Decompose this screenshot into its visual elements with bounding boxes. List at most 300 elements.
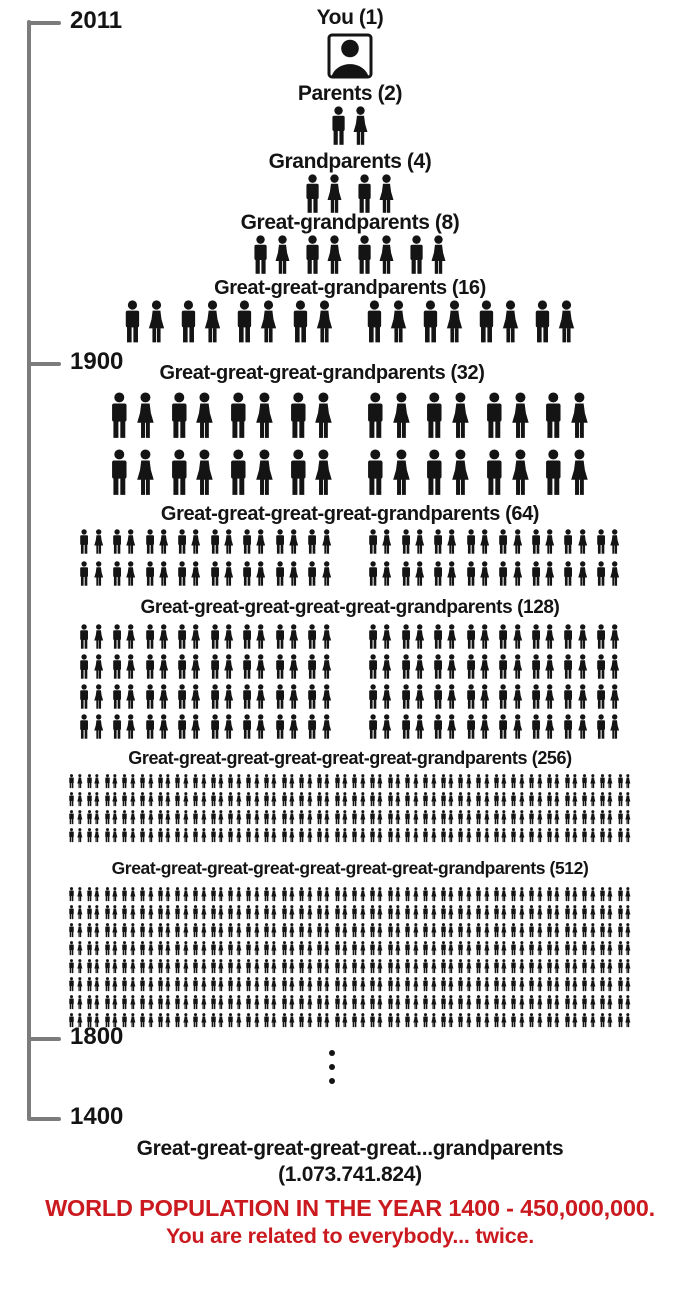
couple-pair [174,995,189,1011]
person-icon-male [68,792,75,808]
person-icon-female [553,995,561,1011]
person-icon-female [124,624,137,652]
person-icon-female [76,941,84,957]
person-icon-female [571,995,579,1011]
person-icon-male [281,887,288,903]
person-icon-female [182,828,190,844]
couple-pair [245,1013,260,1029]
person-icon-male [192,1013,199,1029]
person-icon-female [394,977,402,993]
couple-pair [510,887,525,903]
couple-pair [192,995,207,1011]
person-icon-female [217,905,225,921]
person-icon-male [174,905,181,921]
person-icon-male [542,392,565,444]
person-icon-male [86,959,93,975]
person-icon-male [192,810,199,826]
couple-pair [387,977,402,993]
person-icon-female [447,1013,455,1029]
couple-pair [422,887,437,903]
person-icon-male [422,941,429,957]
person-icon-male [121,828,128,844]
person-icon-female [576,654,589,682]
person-icon-female [341,810,349,826]
person-icon-male [440,977,447,993]
person-icon-female [553,941,561,957]
person-icon-male [475,941,482,957]
person-icon-female [76,977,84,993]
person-icon-male [510,941,517,957]
person-icon-female [606,1013,614,1029]
person-icon-male [241,529,253,557]
couple-pair [387,887,402,903]
person-icon-female [553,1013,561,1029]
person-icon-female [93,977,101,993]
person-icon-male [432,714,444,742]
couple-pair [351,792,366,808]
person-icon-female [164,905,172,921]
couple-pair [546,995,561,1011]
couple-pair [528,1013,543,1029]
person-icon-male [510,828,517,844]
person-icon-male [174,977,181,993]
person-icon-male [245,995,252,1011]
person-icon-male [168,392,191,444]
couple-pair [546,923,561,939]
person-icon-female [359,828,367,844]
person-icon-female [430,774,438,790]
person-icon-female [111,941,119,957]
couple-pair [599,828,614,844]
person-icon-male [617,905,624,921]
couple-pair [475,1013,490,1029]
person-icon-female [341,977,349,993]
person-icon-female [447,977,455,993]
person-icon-female [465,1013,473,1029]
person-icon-male [404,905,411,921]
couple-pair [121,792,136,808]
couple-pair [174,774,189,790]
couple-pair [546,959,561,975]
person-icon-male [564,792,571,808]
person-icon-female [111,977,119,993]
person-icon-female [543,561,556,589]
couple-pair [245,923,260,939]
couple-pair [139,923,154,939]
couple-pair [465,714,492,742]
couple-pair [367,714,394,742]
person-icon-male [121,977,128,993]
person-icon-female [478,561,491,589]
couple-pair [68,887,83,903]
person-icon-female [76,905,84,921]
generation-label-great-x7-grandparents: Great-great-great-great-great-great-great-grandparents (512) [111,858,589,878]
couple-pair [457,774,472,790]
person-icon-female [430,887,438,903]
couple-pair [139,959,154,975]
couple-pair [475,810,490,826]
person-icon-female [483,923,491,939]
person-icon-female [182,923,190,939]
person-icon-female [465,905,473,921]
couple-pair [599,905,614,921]
couple-pair [298,810,313,826]
person-icon-female [200,1013,208,1029]
person-icon-female [465,828,473,844]
couple-pair [86,959,101,975]
person-icon-male [595,561,607,589]
person-icon-male [475,923,482,939]
person-icon-female [543,714,556,742]
person-icon-female [129,941,137,957]
person-icon-male [530,561,542,589]
person-icon-female [111,792,119,808]
person-icon-female [320,654,333,682]
person-icon-male [245,977,252,993]
person-icon-female [445,654,458,682]
person-icon-male [192,995,199,1011]
person-icon-male [209,624,221,652]
couple-pair [316,1013,331,1029]
person-icon-male [423,392,446,444]
person-icon-male [263,995,270,1011]
person-icon-male [617,1013,624,1029]
person-icon-male [422,1013,429,1029]
person-icon-male [144,561,156,589]
person-icon-male [274,714,286,742]
person-icon-female [189,654,202,682]
couple-pair [298,1013,313,1029]
person-icon-male [546,887,553,903]
person-icon-male [111,561,123,589]
person-icon-female [217,995,225,1011]
person-icon-female [306,810,314,826]
person-icon-female [182,959,190,975]
person-icon-female [465,774,473,790]
person-icon-female [518,959,526,975]
person-icon-male [564,941,571,957]
person-icon-male [334,959,341,975]
couple-pair [121,887,136,903]
couple-pair [68,810,83,826]
couple-pair [210,792,225,808]
person-icon-female [147,905,155,921]
couple-pair [457,995,472,1011]
person-icon-female [511,529,524,557]
person-icon-male [227,774,234,790]
person-icon-female [518,774,526,790]
person-icon-female [413,529,426,557]
generation-label-great-x6-grandparents: Great-great-great-great-great-great-grandparents (256) [128,748,572,768]
person-icon-male [68,887,75,903]
person-icon-female [147,774,155,790]
person-icon-male [369,959,376,975]
couple-pair [465,529,492,557]
generation-icons-great-x5-grandparents [0,624,700,742]
couple-pair [274,561,301,589]
person-icon-male [404,828,411,844]
person-icon-male [209,529,221,557]
person-icon-male [510,959,517,975]
person-icon-male [227,392,250,444]
couple-pair [108,449,157,501]
person-icon-female [323,905,331,921]
person-icon-male [263,1013,270,1029]
couple-pair [139,905,154,921]
person-icon-female [483,905,491,921]
person-icon-male [420,300,441,348]
couple-pair [241,714,268,742]
person-icon-female [445,561,458,589]
couple-pair [404,923,419,939]
person-icon-female [287,654,300,682]
person-icon-male [281,905,288,921]
person-icon-male [334,941,341,957]
couple-pair [465,561,492,589]
person-icon-female [93,792,101,808]
person-icon-female [624,828,632,844]
person-icon-female [376,941,384,957]
couple-pair [157,887,172,903]
person-icon-female [518,941,526,957]
couple-pair [497,561,524,589]
couple-pair [422,905,437,921]
person-icon-male [457,828,464,844]
person-icon-female [270,810,278,826]
person-icon-male [290,300,311,348]
couple-pair [176,684,203,712]
person-icon-male [440,959,447,975]
person-icon-female [380,561,393,589]
person-icon-male [316,792,323,808]
person-icon-female [164,792,172,808]
icon-row [68,1013,632,1029]
person-icon-female [536,792,544,808]
person-icon-male [369,995,376,1011]
couple-pair [210,941,225,957]
person-icon-male [104,995,111,1011]
person-icon-male [287,392,310,444]
couple-pair [298,977,313,993]
person-icon-female [111,959,119,975]
person-icon-male [493,941,500,957]
person-icon-male [510,792,517,808]
couple-pair [599,887,614,903]
couple-pair [369,995,384,1011]
couple-pair [475,923,490,939]
person-icon-female [147,977,155,993]
person-icon-male [510,977,517,993]
person-icon-female [320,624,333,652]
couple-pair [564,977,579,993]
generation-label-you: You (1) [316,6,384,29]
person-icon-female [217,774,225,790]
couple-pair [157,995,172,1011]
person-icon-female [217,828,225,844]
person-icon-male [104,923,111,939]
person-icon-female [445,684,458,712]
person-icon-female [76,959,84,975]
person-icon-female [157,529,170,557]
couple-pair [298,774,313,790]
person-icon-male [422,959,429,975]
person-icon-male [263,792,270,808]
person-icon-male [404,774,411,790]
person-icon-male [493,828,500,844]
person-icon-female [253,995,261,1011]
person-icon-male [562,624,574,652]
couple-pair [475,792,490,808]
couple-pair [510,828,525,844]
couple-pair [581,995,596,1011]
couple-pair [78,529,105,557]
person-icon-female [608,529,621,557]
couple-pair [465,654,492,682]
person-icon-male [369,1013,376,1029]
couple-pair [241,654,268,682]
person-icon-male [497,714,509,742]
couple-pair [599,1013,614,1029]
person-icon-male [227,959,234,975]
couple-pair [104,905,119,921]
couple-pair [404,774,419,790]
couple-pair [457,1013,472,1029]
person-icon-male [457,977,464,993]
person-icon-female [536,977,544,993]
couple-pair [174,828,189,844]
person-icon-male [227,792,234,808]
couple-pair [209,624,236,652]
icon-row [68,923,632,939]
couple-pair [387,792,402,808]
person-icon-female [323,995,331,1011]
couple-pair [210,887,225,903]
person-icon-female [624,941,632,957]
ellipsis-dot [329,1064,335,1070]
person-icon-female [500,959,508,975]
person-icon-male [86,1013,93,1029]
person-icon-male [306,561,318,589]
couple-pair [210,923,225,939]
person-icon-female [270,995,278,1011]
person-icon-male [369,828,376,844]
couple-pair [369,941,384,957]
person-icon-female [394,887,402,903]
person-icon-female [253,959,261,975]
person-icon-male [122,300,143,348]
person-icon-male [562,561,574,589]
couple-pair [139,1013,154,1029]
person-icon-female [217,887,225,903]
couple-pair [174,923,189,939]
person-icon-male [493,905,500,921]
icon-row [329,106,371,150]
person-icon-male [121,810,128,826]
couple-pair [68,977,83,993]
person-icon-male [68,828,75,844]
person-icon-male [355,235,374,279]
person-icon-male [617,828,624,844]
couple-pair [68,774,83,790]
couple-pair [251,235,293,279]
person-icon-female [478,529,491,557]
person-icon-male [369,905,376,921]
couple-pair [210,995,225,1011]
couple-pair [369,792,384,808]
couple-pair [387,923,402,939]
person-icon-male [210,977,217,993]
person-icon-male [440,774,447,790]
person-icon-male [432,684,444,712]
person-icon-female [189,714,202,742]
couple-pair [316,941,331,957]
person-icon-male [440,941,447,957]
person-icon-male [404,959,411,975]
person-icon-female [253,1013,261,1029]
person-icon-female [270,1013,278,1029]
person-icon-male [599,792,606,808]
person-icon-female [76,810,84,826]
person-icon-male [595,654,607,682]
timeline-tick-1400 [27,1117,61,1121]
couple-pair [387,828,402,844]
couple-pair [400,624,427,652]
couple-pair [387,774,402,790]
person-icon-female [483,1013,491,1029]
person-icon-female [412,774,420,790]
person-icon-male [68,959,75,975]
person-icon-male [139,828,146,844]
person-icon-male [422,887,429,903]
couple-pair [510,774,525,790]
person-icon-male [528,977,535,993]
icon-row [68,905,632,921]
couple-pair [111,529,138,557]
person-icon-male [457,774,464,790]
person-icon-male [245,941,252,957]
couple-pair [510,941,525,957]
couple-pair [562,624,589,652]
person-icon-male [139,923,146,939]
person-icon-female [553,828,561,844]
person-icon-male [174,810,181,826]
person-icon-female [257,300,280,348]
person-icon-female [147,959,155,975]
person-icon-male [351,923,358,939]
person-icon-female [380,624,393,652]
icon-row [68,959,632,975]
person-icon-female [571,887,579,903]
person-icon-female [589,810,597,826]
icon-row [108,392,592,444]
person-icon-male [599,905,606,921]
couple-pair [68,792,83,808]
couple-pair [387,905,402,921]
couple-pair [423,449,472,501]
person-icon-female [253,941,261,957]
person-icon-male [546,810,553,826]
person-icon-female [147,941,155,957]
person-icon-male [176,624,188,652]
person-icon-male [581,774,588,790]
couple-pair [528,977,543,993]
person-icon-male [334,887,341,903]
person-icon-male [227,977,234,993]
person-icon-male [298,774,305,790]
person-icon-male [497,561,509,589]
person-icon-male [316,828,323,844]
person-icon-female [341,828,349,844]
